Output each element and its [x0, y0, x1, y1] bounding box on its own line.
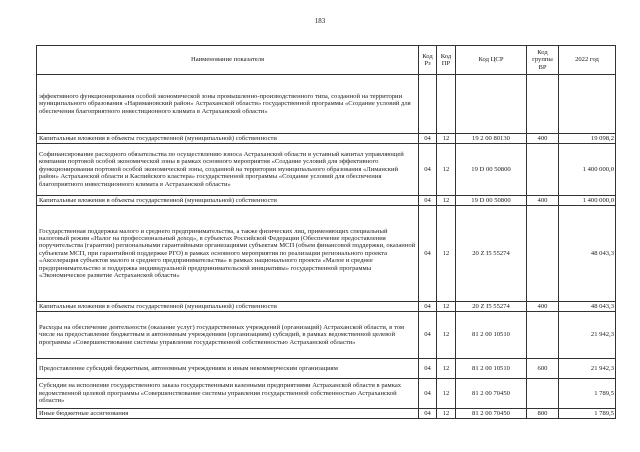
table-row: [37, 206, 616, 302]
row-csr: 81 2 00 10510: [456, 312, 527, 359]
table-row: [37, 144, 616, 196]
row-rz: 04: [419, 134, 437, 144]
row-vr: [527, 144, 559, 196]
header-csr: Код ЦСР: [456, 46, 527, 75]
row-rz: [419, 75, 437, 134]
row-csr: 81 2 00 10510: [456, 359, 527, 379]
row-vr: 800: [527, 409, 559, 419]
row-amount: 21 942,3: [559, 359, 616, 379]
row-vr: [527, 75, 559, 134]
table-row: [37, 379, 616, 409]
row-amount: 1 400 000,0: [559, 196, 616, 206]
row-amount: 1 789,5: [559, 379, 616, 409]
row-rz: 04: [419, 359, 437, 379]
row-pr: 12: [437, 134, 456, 144]
row-vr: [527, 206, 559, 302]
row-amount: [559, 75, 616, 134]
row-rz: 04: [419, 409, 437, 419]
row-name: Расходы на обеспечение деятельности (оказание услуг) государственных учреждений (организаций) Астраханской области, в том числе на предоставление бюджетным и автономным учреждениям (организациям) субсидий, в рамках ведомственной целевой программы «Совершенствование системы управления государственной собственностью Астраханской области»: [37, 312, 419, 359]
table-row: [37, 302, 616, 312]
row-name: Капитальные вложения в объекты государственной (муниципальной) собственности: [37, 134, 419, 144]
row-amount: 1 400 000,0: [559, 144, 616, 196]
row-name: Предоставление субсидий бюджетным, автономным учреждениям и иным некоммерческим организациям: [37, 359, 419, 379]
row-pr: 12: [437, 302, 456, 312]
row-name: эффективного функционирования особой экономической зоны промышленно-производственного типа, созданной на территории муниципального образования «Наримановский район» Астраханской области» государственной программы «Создание условий для обеспечения благоприятного инвестиционного климата в Астраханской области»: [37, 75, 419, 134]
row-pr: 12: [437, 409, 456, 419]
row-vr: [527, 312, 559, 359]
table-row: [37, 75, 616, 134]
row-csr: 19 D 00 50800: [456, 196, 527, 206]
row-amount: 19 098,2: [559, 134, 616, 144]
header-vr: Код группы ВР: [527, 46, 559, 75]
row-vr: 400: [527, 302, 559, 312]
row-pr: [437, 75, 456, 134]
row-rz: 04: [419, 302, 437, 312]
row-vr: 400: [527, 134, 559, 144]
table-row: [37, 409, 616, 419]
row-name: Государственная поддержка малого и среднего предпринимательства, а также физических лиц, применяющих специальный налоговый режим «Налог на профессиональный доход», в субъектах Российской Федерации (Обеспечение предоставления поручительства (гарантии) региональными гарантийными организациями субъектам МСП (объем финансовой поддержки, оказанной субъектам МСП, при гарантийной поддержке РГО) в рамках основного мероприятия по реализации регионального проекта «Акселерация субъектов малого и среднего предпринимательства» в рамках национального проекта «Малое и среднее предпринимательство и поддержка индивидуальной предпринимательской инициативы» государственной программы «Экономическое развитие Астраханской области»: [37, 206, 419, 302]
row-pr: 12: [437, 379, 456, 409]
row-rz: 04: [419, 379, 437, 409]
row-csr: 20 Z I5 55274: [456, 302, 527, 312]
row-rz: 04: [419, 312, 437, 359]
row-csr: [456, 75, 527, 134]
budget-table: [36, 45, 616, 419]
header-name: Наименование показателя: [37, 46, 419, 75]
row-name: Софинансирование расходного обязательства по осуществлению взноса Астраханской области в уставный капитал управляющей компании портовой особой экономической зоны в рамках основного мероприятия «Создание условий для эффективного функционирования портовой особой экономической зоны, созданной на территории муниципального образования «Лиманский район» Астраханской области и Каспийского кластера» государственной программы «Создание условий для обеспечения благоприятного инвестиционного климата в Астраханской области»: [37, 144, 419, 196]
row-csr: 20 Z I5 55274: [456, 206, 527, 302]
row-pr: 12: [437, 312, 456, 359]
table-row: [37, 134, 616, 144]
row-amount: 1 789,5: [559, 409, 616, 419]
table-row: [37, 312, 616, 359]
page-number: 183: [314, 17, 326, 25]
row-amount: 48 043,3: [559, 206, 616, 302]
row-vr: 400: [527, 196, 559, 206]
header-year: 2022 год: [559, 46, 616, 75]
header-pr: Код ПР: [437, 46, 456, 75]
row-pr: 12: [437, 144, 456, 196]
row-name: Субсидии на исполнение государственного заказа государственными казенными предприятиями Астраханской области в рамках ведомственной целевой программы «Совершенствование системы управления государственной собственностью Астраханской области»: [37, 379, 419, 409]
row-name: Капитальные вложения в объекты государственной (муниципальной) собственности: [37, 196, 419, 206]
row-amount: 21 942,3: [559, 312, 616, 359]
row-pr: 12: [437, 359, 456, 379]
row-rz: 04: [419, 196, 437, 206]
row-name: Иные бюджетные ассигнования: [37, 409, 419, 419]
row-csr: 19 2 00 80130: [456, 134, 527, 144]
row-rz: 04: [419, 206, 437, 302]
table-row: [37, 359, 616, 379]
row-vr: 600: [527, 359, 559, 379]
table-header-row: [37, 46, 616, 75]
row-csr: 81 2 00 70450: [456, 409, 527, 419]
row-name: Капитальные вложения в объекты государственной (муниципальной) собственности: [37, 302, 419, 312]
row-pr: 12: [437, 196, 456, 206]
table-row: [37, 196, 616, 206]
row-vr: [527, 379, 559, 409]
row-rz: 04: [419, 144, 437, 196]
header-rz: Код Рз: [419, 46, 437, 75]
row-csr: 19 D 00 50800: [456, 144, 527, 196]
row-pr: 12: [437, 206, 456, 302]
row-amount: 48 043,3: [559, 302, 616, 312]
row-csr: 81 2 00 70450: [456, 379, 527, 409]
